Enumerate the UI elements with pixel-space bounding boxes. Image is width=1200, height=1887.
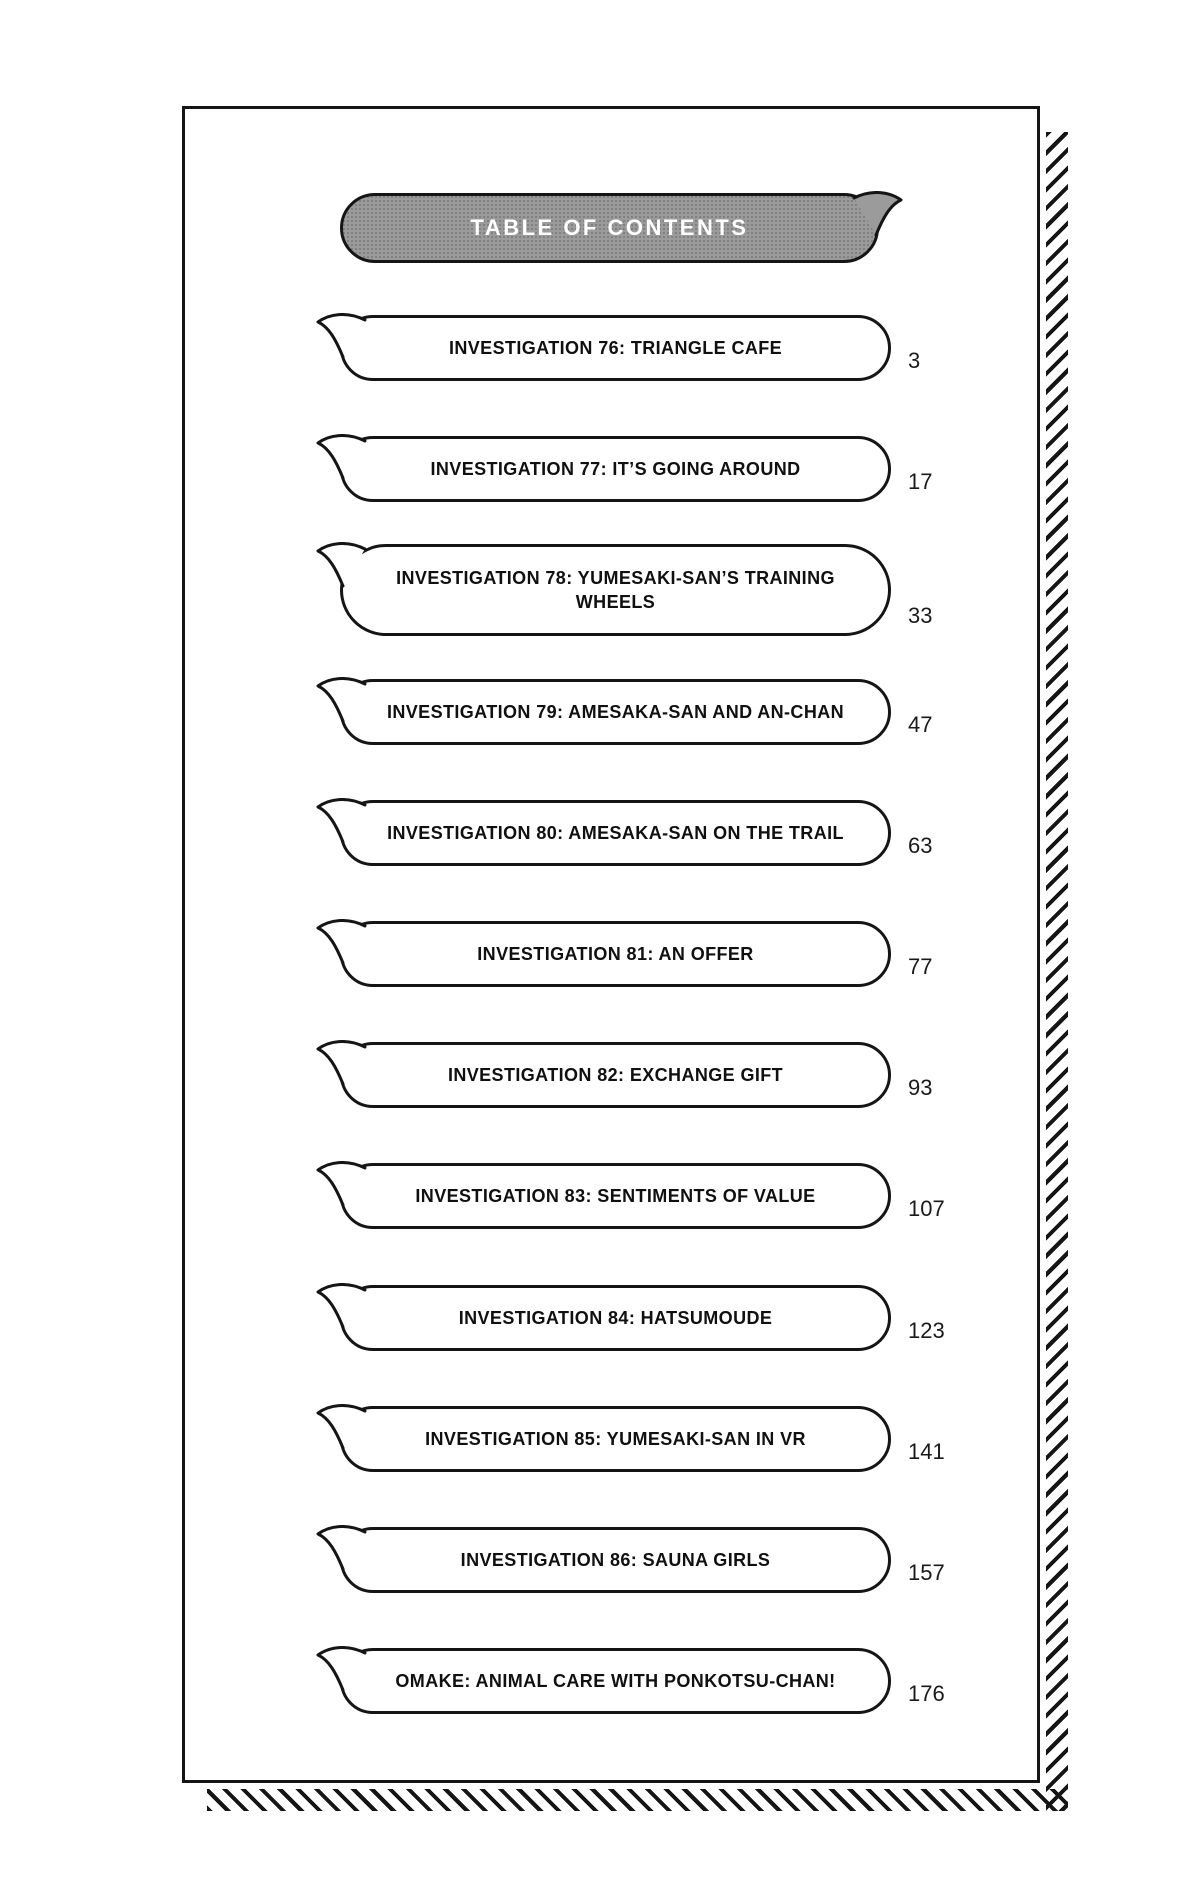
toc-entry-title: INVESTIGATION 81: AN OFFER	[477, 943, 754, 964]
toc-entry-bubble	[340, 544, 891, 636]
toc-entry-title: INVESTIGATION 83: SENTIMENTS OF VALUE	[415, 1185, 816, 1206]
speech-tail-left-icon	[315, 434, 367, 480]
toc-entry-bubble	[340, 921, 891, 987]
toc-entry-page-number: 47	[908, 712, 933, 737]
hatch-right-edge	[1046, 132, 1068, 1811]
speech-tail-left-icon	[315, 798, 367, 844]
speech-tail-left-icon	[315, 1040, 367, 1086]
toc-entry-bubble	[340, 1042, 891, 1108]
speech-tail-left-icon	[315, 1525, 367, 1571]
toc-entry-row	[340, 1042, 932, 1108]
toc-entry-bubble	[340, 315, 891, 381]
toc-entry-bubble	[340, 679, 891, 745]
toc-entry-title: INVESTIGATION 80: AMESAKA-SAN ON THE TRAIL	[387, 822, 844, 843]
toc-entry-page-number: 33	[908, 603, 933, 628]
toc-entry-bubble	[340, 1163, 891, 1229]
toc-entry-page-number: 77	[908, 954, 933, 979]
speech-tail-left-icon	[315, 677, 367, 723]
speech-tail-right-icon	[852, 191, 904, 237]
toc-entry-row	[340, 1527, 945, 1593]
toc-entry-row	[340, 921, 932, 987]
toc-entry-row	[340, 315, 920, 381]
speech-tail-left-icon	[315, 1283, 367, 1329]
toc-entry-page-number: 17	[908, 469, 933, 494]
toc-entry-title: INVESTIGATION 78: YUMESAKI-SAN’S TRAINING WHEELS	[396, 567, 835, 612]
toc-entry-row	[340, 436, 932, 502]
speech-tail-left-icon	[315, 1161, 367, 1207]
toc-entry-page-number: 141	[908, 1439, 945, 1464]
toc-entry-page-number: 157	[908, 1560, 945, 1585]
speech-tail-left-icon	[315, 1404, 367, 1450]
speech-tail-left-icon	[315, 919, 367, 965]
speech-tail-left-icon	[315, 1646, 367, 1692]
toc-entry-page-number: 123	[908, 1318, 945, 1343]
toc-entry-page-number: 63	[908, 833, 933, 858]
toc-entry-bubble	[340, 436, 891, 502]
toc-entry-row	[340, 800, 932, 866]
toc-entry-page-number: 93	[908, 1075, 933, 1100]
speech-tail-left-icon	[315, 313, 367, 359]
toc-entry-title: INVESTIGATION 85: YUMESAKI-SAN IN VR	[425, 1428, 806, 1449]
toc-entry-bubble	[340, 800, 891, 866]
toc-entry-page-number: 176	[908, 1681, 945, 1706]
toc-entry-title: INVESTIGATION 76: TRIANGLE CAFE	[448, 337, 783, 358]
toc-entry-page-number: 3	[908, 348, 921, 373]
toc-entry-title: OMAKE: ANIMAL CARE WITH PONKOTSU-CHAN!	[395, 1670, 836, 1691]
hatch-bottom-edge	[207, 1789, 1068, 1811]
toc-entry-title: INVESTIGATION 84: HATSUMOUDE	[458, 1307, 773, 1328]
toc-entry-bubble	[340, 1285, 891, 1351]
toc-entry-row	[340, 1406, 945, 1472]
toc-entry-bubble	[340, 1406, 891, 1472]
toc-entry-title: INVESTIGATION 77: IT’S GOING AROUND	[430, 458, 801, 479]
toc-header-bubble	[340, 193, 879, 263]
toc-entry-row	[340, 679, 932, 745]
toc-entry-bubble	[340, 1527, 891, 1593]
toc-entry-row	[340, 544, 932, 636]
toc-entry-bubble	[340, 1648, 891, 1714]
page-title: TABLE OF CONTENTS	[470, 215, 749, 240]
toc-entry-row	[340, 1285, 945, 1351]
toc-entry-title: INVESTIGATION 79: AMESAKA-SAN AND AN-CHAN	[386, 701, 845, 722]
toc-entry-title: INVESTIGATION 86: SAUNA GIRLS	[460, 1549, 771, 1570]
toc-entry-title: INVESTIGATION 82: EXCHANGE GIFT	[447, 1064, 784, 1085]
toc-entry-page-number: 107	[908, 1196, 945, 1221]
manga-page	[182, 106, 1040, 1783]
toc-entry-row	[340, 1163, 945, 1229]
toc-entry-row	[340, 1648, 945, 1714]
